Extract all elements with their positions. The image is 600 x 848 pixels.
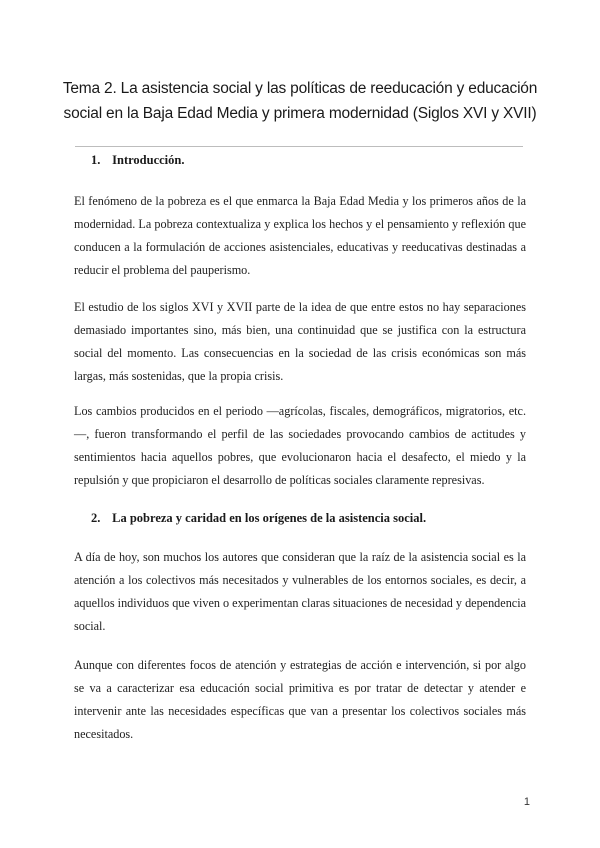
paragraph: Aunque con diferentes focos de atención y estrategias de acción e intervención, si por algo se va a caracterizar esa educación social primitiva es por tratar de detectar y atender e intervenir ante las necesidades específicas que van a presentar los colectivos sociales más necesitados. <box>74 658 526 741</box>
section-number: 2. <box>91 511 101 525</box>
paragraph: El estudio de los siglos XVI y XVII parte de la idea de que entre estos no hay separaciones demasiado importantes sino, más bien, una continuidad que se justifica con la estructura social del momento. Las consecuencias en la sociedad de las crisis económicas son más largas, más sostenidas, que la propia crisis. <box>74 300 526 383</box>
title-divider <box>75 146 523 147</box>
paragraph: A día de hoy, son muchos los autores que consideran que la raíz de la asistencia social es la atención a los colectivos más necesitados y vulnerables de los entornos sociales, es decir, a aquellos individuos que viven o experimentan claras situaciones de necesidad y dependencia social. <box>74 550 526 633</box>
page-number: 1 <box>523 796 530 808</box>
section-number: 1. <box>91 153 101 167</box>
section-heading-introduccion <box>91 151 184 169</box>
document-title: Tema 2. La asistencia social y las políticas de reeducación y educación social en la Baja Edad Media y primera modernidad (Siglos XVI y XVII) <box>62 80 538 122</box>
paragraph: El fenómeno de la pobreza es el que enmarca la Baja Edad Media y los primeros años de la modernidad. La pobreza contextualiza y explica los hechos y el pensamiento y reflexión que conducen a la formulación de acciones asistenciales, educativas y reeducativas destinadas a reducir el problema del pauperismo. <box>74 194 526 277</box>
section-title: La pobreza y caridad en los orígenes de la asistencia social. <box>112 511 427 525</box>
section-heading-pobreza-caridad <box>91 509 426 527</box>
paragraph: Los cambios producidos en el periodo —agrícolas, fiscales, demográficos, migratorios, etc.—, fueron transformando el perfil de las sociedades provocando cambios de actitudes y sentimientos hacia aquellos pobres, que evolucionaron hacia el desafecto, el miedo y la repulsión y que propiciaron el desarrollo de políticas sociales claramente represivas. <box>74 404 526 487</box>
section-title: Introducción. <box>112 153 185 167</box>
